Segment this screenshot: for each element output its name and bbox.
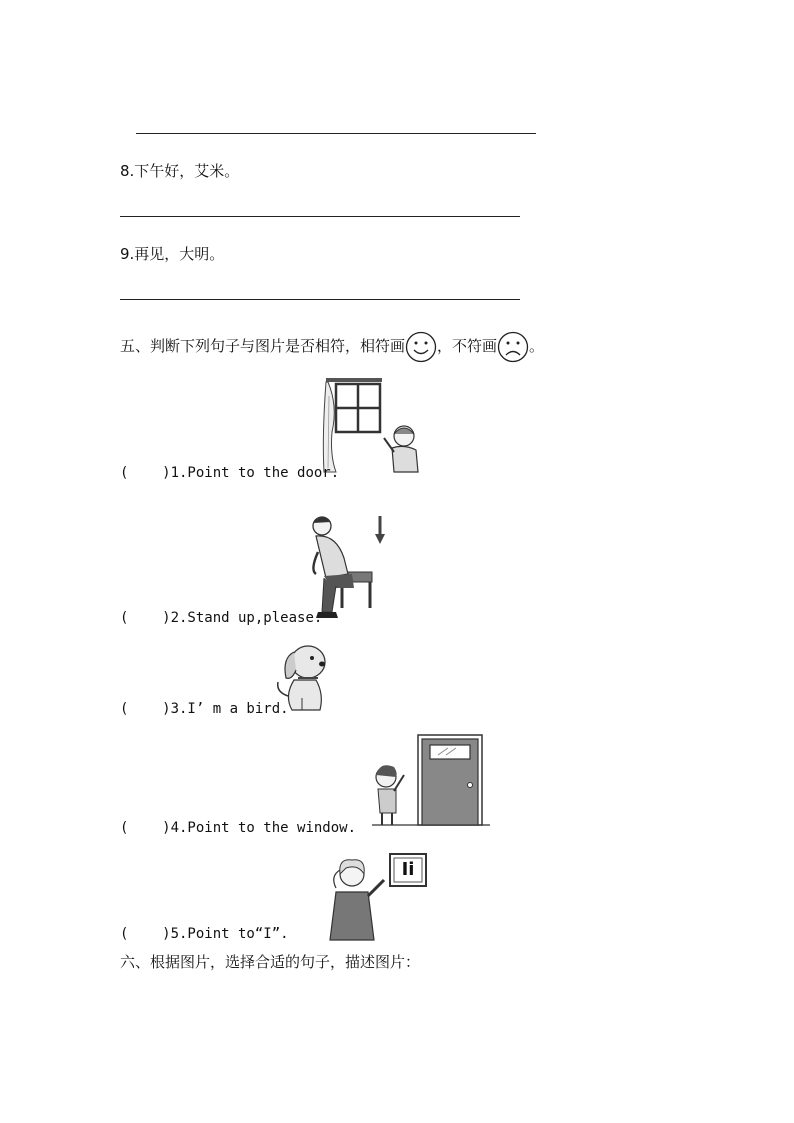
question-1-image — [320, 376, 422, 478]
question-2-image — [296, 508, 396, 626]
section6-title: 六、根据图片，选择合适的句子，描述图片： — [120, 953, 421, 971]
answer-line-8 — [120, 216, 520, 217]
question-1-text: 1.Point to the door. — [170, 465, 340, 481]
question-4 — [120, 820, 356, 836]
translation-item-8: 8.下午好，艾米。 — [120, 162, 240, 180]
answer-paren-4[interactable]: ( ) — [120, 820, 171, 836]
question-2-text: 2.Stand up,please. — [170, 610, 323, 626]
answer-paren-5[interactable]: ( ) — [120, 926, 171, 942]
translation-item-9: 9.再见，大明。 — [120, 245, 225, 263]
section5-title-part2: ，不符画 — [437, 337, 498, 355]
sad-face-icon — [497, 331, 529, 363]
question-4-text: 4.Point to the window. — [170, 820, 357, 836]
answer-line-9 — [120, 299, 520, 300]
question-3-text: 3.I’ m a bird. — [170, 701, 289, 717]
answer-line-7 — [136, 133, 536, 134]
letter-card: Ii — [401, 859, 415, 880]
section5-title-part1: 五、判断下列句子与图片是否相符，相符画 — [120, 337, 406, 355]
answer-paren-1[interactable]: ( ) — [120, 465, 171, 481]
question-3 — [120, 701, 289, 717]
question-1 — [120, 465, 339, 481]
smiley-face-icon — [405, 331, 437, 363]
question-5 — [120, 926, 289, 942]
section5-title — [120, 330, 544, 363]
answer-paren-2[interactable]: ( ) — [120, 610, 171, 626]
answer-paren-3[interactable]: ( ) — [120, 701, 171, 717]
question-4-image — [372, 733, 492, 831]
section5-title-part3: 。 — [529, 337, 545, 355]
question-2 — [120, 610, 322, 626]
question-5-text: 5.Point to“I”. — [170, 926, 289, 942]
